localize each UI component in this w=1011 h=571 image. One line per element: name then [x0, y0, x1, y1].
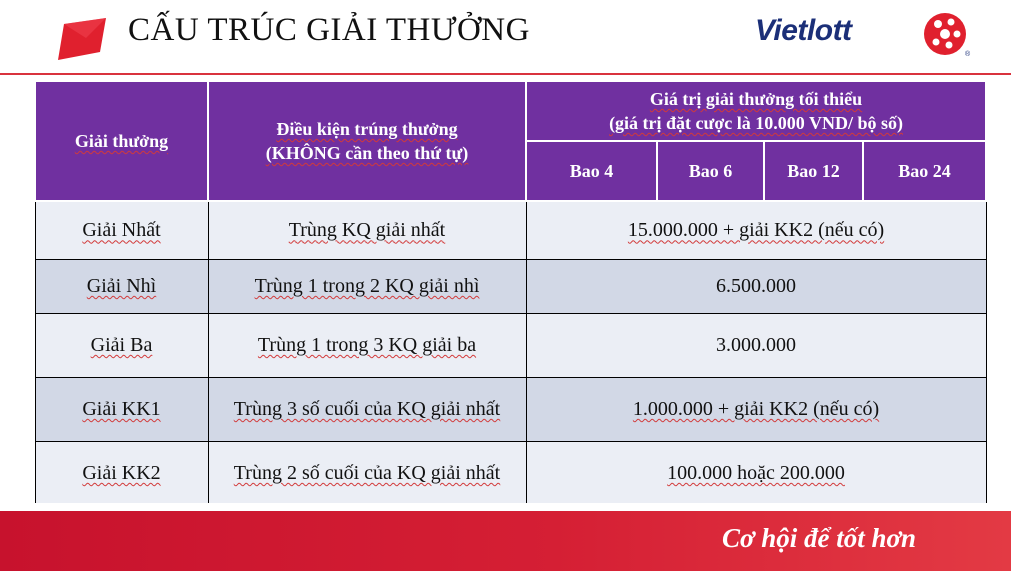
table-row: [35, 259, 986, 313]
header-bao-12: Bao 12: [764, 141, 863, 201]
row-condition: Trùng KQ giải nhất: [208, 201, 526, 259]
row-value: 3.000.000: [526, 313, 986, 377]
row-condition: Trùng 1 trong 2 KQ giải nhì: [208, 259, 526, 313]
row-value: 15.000.000 + giải KK2 (nếu có): [526, 201, 986, 259]
prize-structure-table: [34, 80, 987, 506]
row-prize: Giải Nhì: [35, 259, 208, 313]
header-condition-line2: (KHÔNG cần theo thứ tự): [265, 143, 469, 163]
table-row: [35, 313, 986, 377]
leaf-logo-icon: [56, 16, 108, 62]
svg-text:®: ®: [965, 51, 971, 58]
lottery-ball-icon: [915, 10, 973, 58]
header-bao-4: Bao 4: [526, 141, 657, 201]
row-prize: Giải KK1: [35, 377, 208, 441]
page-title: CẤU TRÚC GIẢI THƯỞNG: [128, 12, 530, 48]
row-prize: Giải KK2: [35, 441, 208, 505]
header-prize: Giải thưởng: [35, 81, 208, 201]
header-bao-6: Bao 6: [657, 141, 764, 201]
table-row: [35, 377, 986, 441]
header-divider: [0, 73, 1011, 75]
row-value: 6.500.000: [526, 259, 986, 313]
row-condition: Trùng 3 số cuối của KQ giải nhất: [208, 377, 526, 441]
header-condition-line1: Điều kiện trúng thưởng: [276, 119, 458, 139]
row-condition: Trùng 1 trong 3 KQ giải ba: [208, 313, 526, 377]
footer-stripe: [0, 503, 1011, 511]
header-bao-24: Bao 24: [863, 141, 986, 201]
row-value: 1.000.000 + giải KK2 (nếu có): [526, 377, 986, 441]
row-prize: Giải Ba: [35, 313, 208, 377]
brand-wordmark: Vietlott: [755, 14, 852, 47]
row-value: 100.000 hoặc 200.000: [526, 441, 986, 505]
slogan: Cơ hội để tốt hơn: [721, 523, 916, 553]
row-condition: Trùng 2 số cuối của KQ giải nhất: [208, 441, 526, 505]
table-row: [35, 201, 986, 259]
header-value: [526, 81, 986, 141]
table-row: [35, 441, 986, 505]
header-value-line1: Giá trị giải thưởng tối thiểu: [649, 89, 863, 109]
header-value-line2: (giá trị đặt cược là 10.000 VND/ bộ số): [609, 113, 903, 133]
header-condition: [208, 81, 526, 201]
row-prize: Giải Nhất: [35, 201, 208, 259]
vietlott-logo: [755, 10, 980, 60]
